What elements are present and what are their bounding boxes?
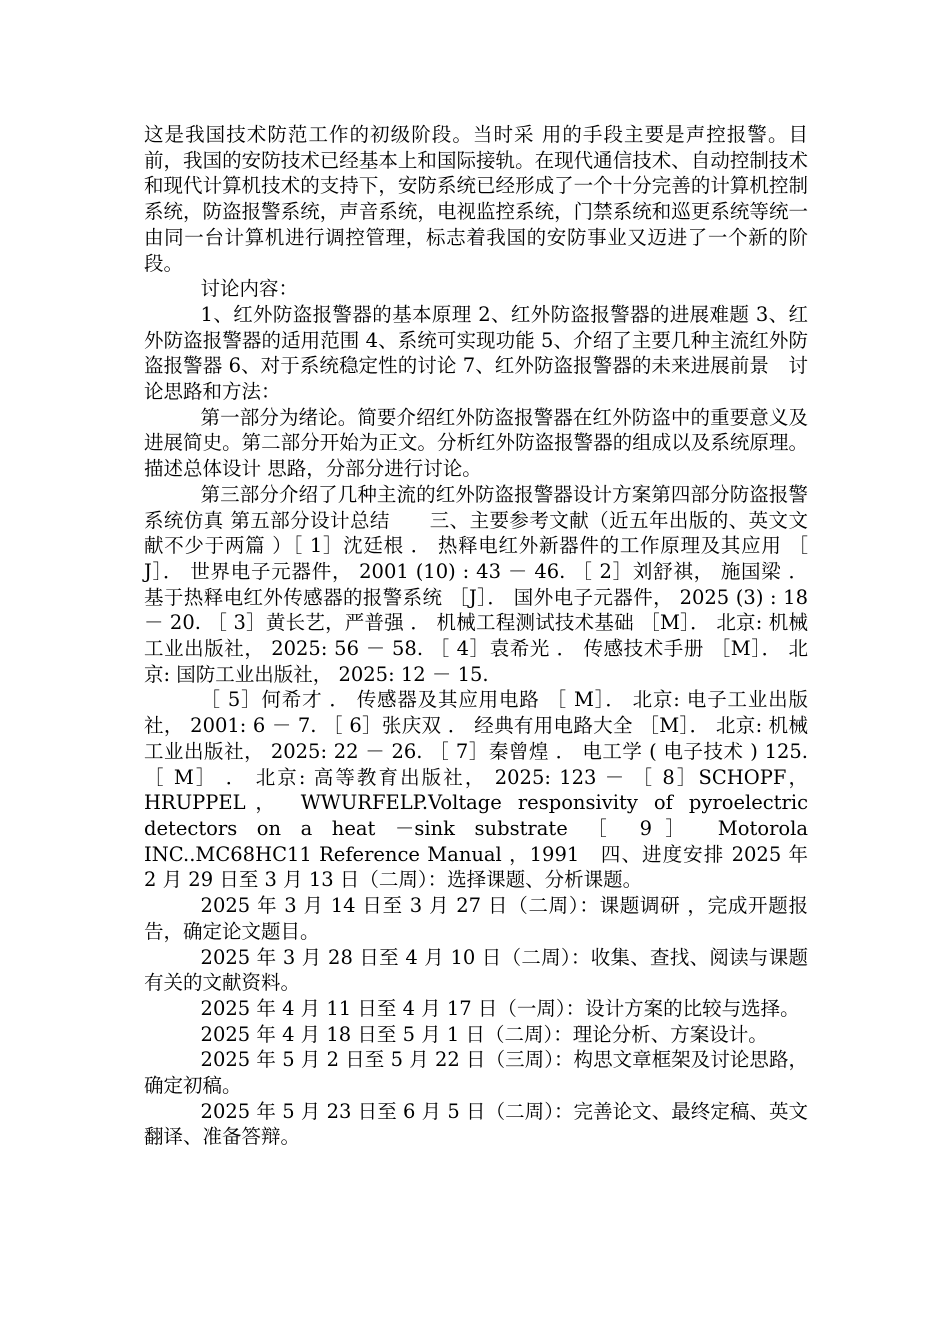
paragraph-schedule-5: 2025 年 5 月 2 日至 5 月 22 日（三周）：构思文章框架及讨论思路，确定初稿。 bbox=[144, 1048, 808, 1098]
paragraph-intro: 这是我国技术防范工作的初级阶段。当时采 用的手段主要是声控报警。目前，我国的安防技术已经基本上和国际接轨。在现代通信技术、自动控制技术和现代计算机技术的支持下，安防系统已经形成了一个十分完善的计算机控制系统，防盗报警系统，声音系统，电视监控系统，门禁系统和巡更系统等统一由同一台计算机进行调控管理，标志着我国的安防事业又迈进了一个新的阶段。 bbox=[144, 123, 808, 275]
paragraph-references-b: ［ 5］何希才 ． 传感器及其应用电路 ［ M］． 北京: 电子工业出版社， 2001: 6 － 7. ［ 6］张庆双 ． 经典有用电路大全 ［M］． 北京: 机械工业出版社， 2025: 22 － 26. ［ 7］秦曾煌 ． 电工学 ( 电子技术 ) 125. ［ M］ ． 北京: 高等教育出版社， 2025: 123 － ［ 8］SCHOPF， HRUPPEL， WWURFELP.Voltage responsivity of pyroelectric detectors on a heat －sink substrate ［ 9］ Motorola INC..MC68HC11 Reference Manual ，1991 四、进度安排 2025 年 2 月 29 日至 3 月 13 日（二周）：选择课题、分析课题。 bbox=[144, 688, 808, 892]
paragraph-schedule-1: 2025 年 3 月 14 日至 3 月 27 日（二周）：课题调研 ，完成开题报告，确定论文题目。 bbox=[144, 894, 808, 943]
paragraph-research-topics: 1、红外防盗报警器的基本原理 2、红外防盗报警器的进展难题 3、红外防盗报警器的适用范围 4、系统可实现功能 5、介绍了主要几种主流红外防盗报警器 6、对于系统稳定性的讨论 7、红外防盗报警器的未来进展前景 讨论思路和方法： bbox=[144, 302, 808, 404]
paragraph-part-one: 第一部分为绪论。简要介绍红外防盗报警器在红外防盗中的重要意义及进展简史。第二部分开始为正文。分析红外防盗报警器的组成以及系统原理。描述总体设计 思路，分部分进行讨论。 bbox=[144, 405, 808, 481]
paragraph-references-a: 第三部分介绍了几种主流的红外防盗报警器设计方案第四部分防盗报警系统仿真 第五部分设计总结 三、主要参考文献（近五年出版的、英文文献不少于两篇 ）［ 1］沈廷根 ． 热释电红外新器件的工作原理及其应用 ［ J］． 世界电子元器件， 2001 (10) : 43 － 46. ［ 2］刘舒祺， 施国梁 ． 基于热释电红外传感器的报警系统 ［J］． 国外电子元器件， 2025 (3) : 18 － 20. ［ 3］黄长艺，严普强 ． 机械工程测试技术基础 ［M］． 北京: 机械工业出版社， 2025: 56 － 58. ［ 4］袁希光 ． 传感技术手册 ［M］． 北京: 国防工业出版社， 2025: 12 － 15. bbox=[144, 482, 808, 686]
paragraph-schedule-3: 2025 年 4 月 11 日至 4 月 17 日（一周）：设计方案的比较与选择。 bbox=[200, 996, 800, 1020]
paragraph-schedule-4: 2025 年 4 月 18 日至 5 月 1 日（二周）：理论分析、方案设计。 bbox=[200, 1022, 768, 1046]
paragraph-research-heading: 讨论内容： bbox=[200, 277, 299, 301]
document-body bbox=[144, 122, 808, 1150]
paragraph-schedule-2: 2025 年 3 月 28 日至 4 月 10 日（二周）：收集、查找、阅读与课题有关的文献资料。 bbox=[144, 945, 808, 995]
paragraph-schedule-6: 2025 年 5 月 23 日至 6 月 5 日（二周）：完善论文、最终定稿、英文翻译、准备答辩。 bbox=[144, 1099, 808, 1149]
